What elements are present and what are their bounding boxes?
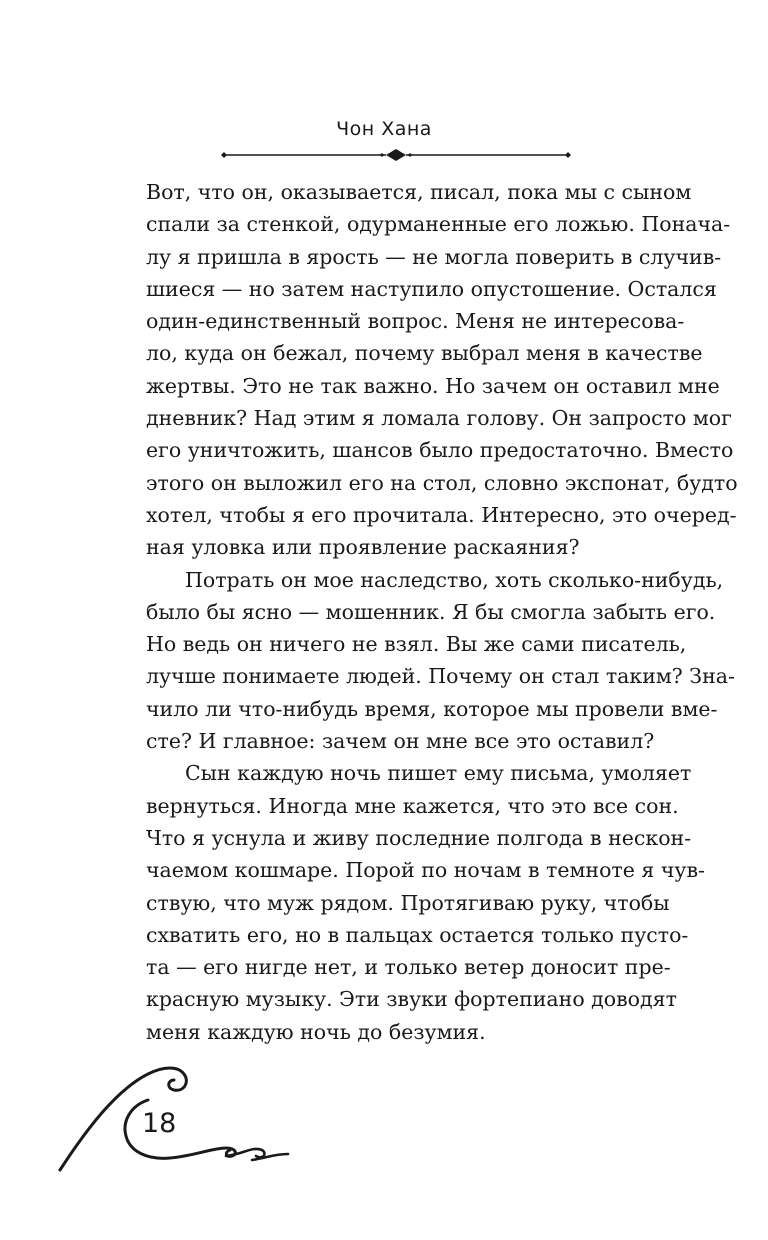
text-line: было бы ясно — мошенник. Я бы смогла забыть его.	[146, 599, 716, 624]
paragraph	[146, 757, 705, 1048]
text-line: дневник? Над этим я ломала голову. Он запросто мог	[146, 406, 732, 431]
text-line: лучше понимаете людей. Почему он стал таким? Зна-	[146, 664, 735, 689]
text-line: сте? И главное: зачем он мне все это оставил?	[146, 729, 655, 754]
main-text	[146, 176, 738, 1048]
text-line: вернуться. Иногда мне кажется, что это все сон.	[146, 793, 679, 818]
text-line: чило ли что-нибудь время, которое мы провели вме-	[146, 696, 718, 721]
text-line: спали за стенкой, одурманенные его ложью. Понача-	[146, 212, 731, 237]
text-line: схватить его, но в пальцах остается только пусто-	[146, 922, 689, 947]
text-line: та — его нигде нет, и только ветер доносит пре-	[146, 955, 671, 980]
text-line: меня каждую ночь до безумия.	[146, 1019, 486, 1044]
text-line: Что я уснула и живу последние полгода в нескон-	[146, 825, 692, 850]
text-line: Но ведь он ничего не взял. Вы же сами писатель,	[146, 632, 687, 657]
text-line: красную музыку. Эти звуки фортепиано доводят	[146, 987, 677, 1012]
text-line: ная уловка или проявление раскаяния?	[146, 535, 580, 560]
text-line: Сын каждую ночь пишет ему письма, умоляет	[185, 761, 692, 786]
paragraph	[146, 176, 738, 564]
text-line: ло, куда он бежал, почему выбрал меня в качестве	[146, 341, 703, 366]
text-line: шиеся — но затем наступило опустошение. Остался	[146, 276, 717, 301]
page-number: 18	[142, 1108, 177, 1139]
running-head-title: Чон Хана	[336, 118, 432, 140]
text-line: жертвы. Это не так важно. Но зачем он оставил мне	[146, 373, 720, 398]
text-line: ствую, что муж рядом. Протягиваю руку, чтобы	[146, 890, 670, 915]
text-line: этого он выложил его на стол, словно экспонат, будто	[146, 470, 738, 495]
paragraph	[146, 564, 735, 758]
text-line: Потрать он мое наследство, хоть сколько-нибудь,	[185, 567, 724, 592]
text-line: Вот, что он, оказывается, писал, пока мы с сыном	[146, 180, 692, 204]
text-line: один-единственный вопрос. Меня не интересова-	[146, 309, 685, 334]
text-line: лу я пришла в ярость — не могла поверить в случив-	[146, 244, 722, 269]
text-line: его уничтожить, шансов было предостаточно. Вместо	[146, 438, 734, 463]
text-line: чаемом кошмаре. Порой по ночам в темноте я чув-	[146, 858, 705, 883]
header-divider-ornament	[218, 146, 574, 164]
text-line: хотел, чтобы я его прочитала. Интересно, это очеред-	[146, 502, 737, 527]
